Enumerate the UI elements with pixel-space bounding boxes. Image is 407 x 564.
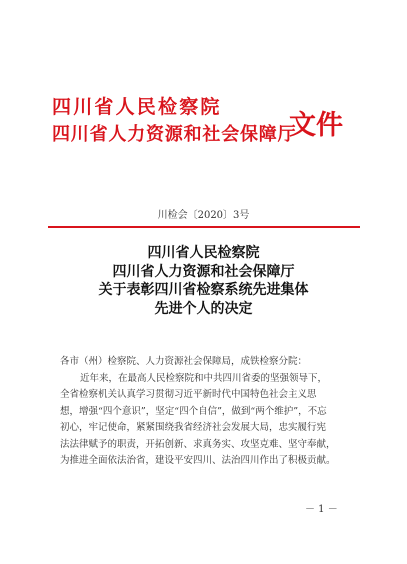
red-separator-line bbox=[48, 226, 360, 228]
body-line: 近年来，在最高人民检察院和中共四川省委的坚强领导下， bbox=[80, 373, 328, 384]
document-title bbox=[0, 244, 407, 318]
page-number: － 1 － bbox=[305, 504, 338, 515]
body-line: 法法律赋予的职责，开拓创新、求真务实、攻坚克难、坚守奉献， bbox=[60, 438, 336, 450]
issuer-name-hr-department: 四川省人力资源和社会保障厅 bbox=[52, 124, 297, 145]
title-line: 四川省人民检察院 bbox=[147, 245, 260, 261]
body-paragraph bbox=[60, 371, 354, 469]
body-line: 想，增强“四个意识”，坚定“四个自信”，做到“两个维护”，不忘 bbox=[60, 405, 327, 417]
title-line: 先进个人的决定 bbox=[154, 300, 253, 317]
title-line: 四川省人力资源和社会保障厅 bbox=[112, 263, 295, 280]
body-line: 初心，牢记使命，紧紧围绕我省经济社会发展大局，忠实履行宪 bbox=[60, 422, 327, 434]
document-type-label: 文件 bbox=[289, 110, 343, 141]
title-line: 关于表彰四川省检察系统先进集体 bbox=[98, 282, 309, 298]
addressee-line: 各市（州）检察院、人力资源社会保障局，成铁检察分院： bbox=[60, 356, 308, 367]
body-line: 全省检察机关认真学习贯彻习近平新时代中国特色社会主义思 bbox=[60, 389, 317, 401]
issuer-name-procuratorate: 四川省人民检察院 bbox=[52, 96, 222, 118]
body-line: 为推进全面依法治省，建设平安四川、法治四川作出了积极贡献。 bbox=[60, 455, 336, 467]
document-number: 川检会〔2020〕3号 bbox=[157, 210, 250, 221]
